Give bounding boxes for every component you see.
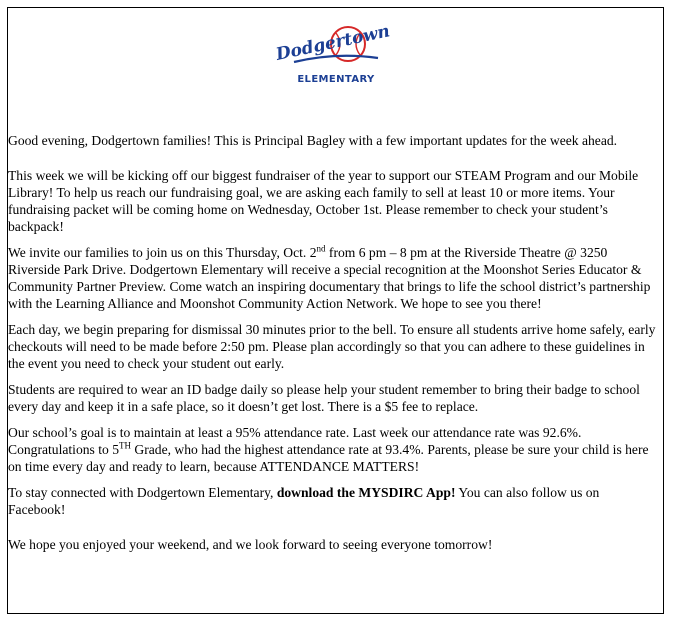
- event-text-start: We invite our families to join us on this Thursday, Oct. 2: [8, 245, 317, 260]
- logo-script-name: Dodgertown: [274, 21, 392, 65]
- fundraiser-paragraph: This week we will be kicking off our biggest fundraiser of the year to support our STEAM Program and our Mobile Library! To help us reach our fundraising goal, we are asking each family to sell at least 10 or more items. Your fundraising packet will be coming home on Wednesday, October 1st. Please remember to check your student’s backpack!: [8, 168, 639, 234]
- event-date-suffix: nd: [316, 243, 326, 254]
- letter-body: [8, 132, 658, 553]
- attendance-paragraph: [8, 424, 658, 475]
- connect-paragraph: [8, 484, 658, 518]
- closing-paragraph: We hope you enjoyed your weekend, and we look forward to seeing everyone tomorrow!: [8, 537, 493, 552]
- logo-school-label: ELEMENTARY: [297, 74, 375, 85]
- attendance-grade-suffix: TH: [119, 440, 132, 451]
- badge-paragraph: Students are required to wear an ID badge daily so please help your student remember to bring their badge to school every day and keep it in a safe place, so it doesn’t get lost. There is a $5 fee to replace.: [8, 382, 640, 414]
- baseball-logo-graphic: [274, 18, 392, 74]
- attendance-text-end: Grade, who had the highest attendance rate at 93.4%. Parents, please be sure your child is here on time every day and ready to learn, because ATTENDANCE MATTERS!: [8, 442, 649, 474]
- greeting-paragraph: Good evening, Dodgertown families! This is Principal Bagley with a few important updates for the week ahead.: [8, 133, 618, 148]
- connect-text-start: To stay connected with Dodgertown Elementary,: [8, 485, 277, 500]
- connect-text-end: You can also follow us on Facebook!: [8, 485, 600, 517]
- attendance-text-start: Our school’s goal is to maintain at least a 95% attendance rate. Last week our attendance rate was 92.6%. Congratulations to 5: [8, 425, 582, 457]
- event-paragraph: [8, 244, 658, 312]
- event-text-end: from 6 pm – 8 pm at the Riverside Theatre @ 3250 Riverside Park Drive. Dodgertown Elementary will receive a special recognition at the Moonshot Series Educator & Community Partner Preview. Come watch an inspiring documentary that brings to life the school district’s partnership with the Learning Alliance and Moonshot Community Action Network. We hope to see you there!: [8, 245, 651, 311]
- school-logo: [274, 18, 392, 88]
- app-download-callout: download the MYSDIRC App!: [276, 485, 456, 500]
- dismissal-paragraph: Each day, we begin preparing for dismissal 30 minutes prior to the bell. To ensure all students arrive home safely, early checkouts will need to be made before 2:50 pm. Please plan accordingly so that you can adhere to these guidelines in the event you need to check your student out early.: [8, 322, 656, 371]
